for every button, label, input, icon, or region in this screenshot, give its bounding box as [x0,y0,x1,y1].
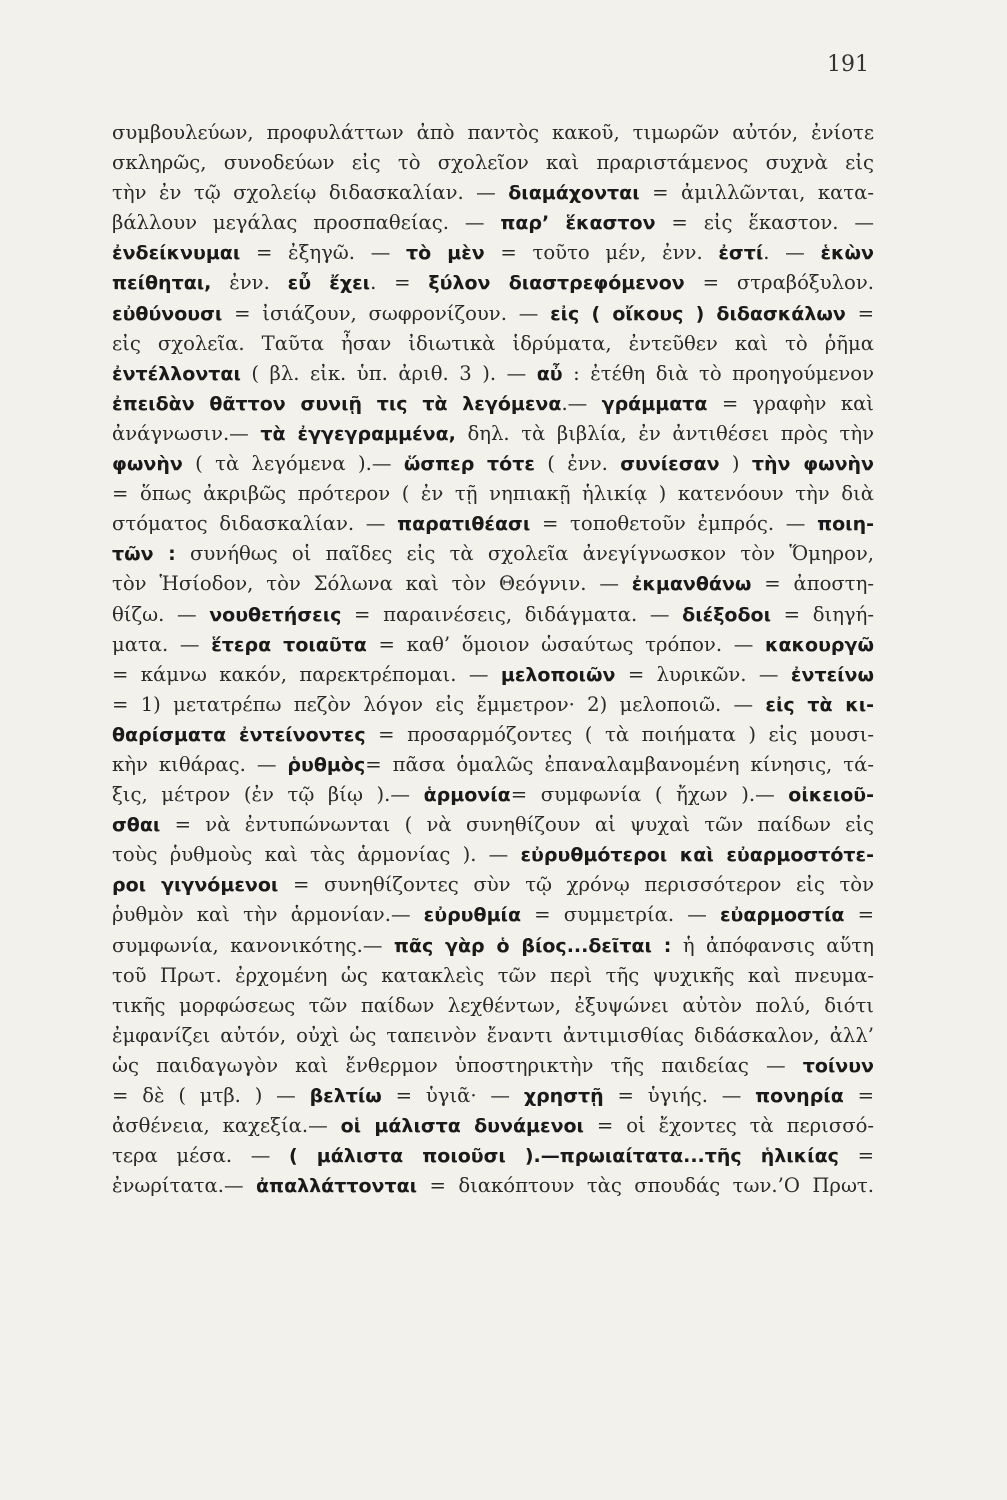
lemma-term: τοίνυν [802,1054,874,1077]
text-line [112,178,874,208]
text-line [112,148,874,178]
gloss-text: = συνηθίζοντες σὺν τῷ χρόνῳ περισσότερον εἰς τὸν [278,873,874,897]
lemma-term: χρηστῇ [523,1085,604,1107]
gloss-text: ( ἐνν. [534,452,621,476]
text-line [112,539,874,569]
lemma-term: πονηρία [755,1085,844,1107]
lemma-term: διαμάχονται [508,182,640,205]
text-line [112,991,874,1021]
gloss-text: θίζω. — [112,602,210,626]
lemma-term: παρ’ ἕκαστον [500,212,656,235]
lemma-term: γράμματα [601,392,708,415]
commentary-text [112,118,874,1201]
text-line [112,1021,874,1051]
lemma-term: εὖ ἔχει [287,272,371,295]
gloss-text: = ἐξηγῶ. — [240,241,406,265]
lemma-term: ἁρμονία [423,784,511,807]
gloss-text: ἡ ἀπόφανσις αὕτη [671,933,874,957]
gloss-text: = τοῦτο μέν, ἐνν. [484,241,719,265]
gloss-text: : ἐτέθη διὰ τὸ προηγούμενον [562,361,874,385]
lemma-term: εὐθύνουσι [112,302,223,325]
lemma-term: πᾶς γὰρ ὁ βίος...δεῖται : [393,934,672,957]
gloss-text: = 1) μετατρέπω πεζὸν λόγον εἰς ἔμμετρον· 2) μελοποιῶ. — [112,692,766,716]
gloss-text: = [838,1144,874,1168]
text-line [112,931,874,961]
lemma-term: τὸ μὲν [405,242,485,265]
lemma-term: ποιη- [817,513,874,536]
gloss-text: τερα μέσα. — [112,1144,290,1168]
gloss-text: = [843,1084,874,1107]
lemma-term: ἑκὼν [820,242,874,265]
gloss-text: .— [561,391,602,415]
gloss-text: ἀνάγνωσιν.— [112,421,261,445]
text-line [112,720,874,750]
lemma-term: οἱ μάλιστα δυνάμενοι [340,1115,584,1138]
text-line [112,449,874,479]
gloss-text: = στραβόξυλον. [684,271,874,295]
gloss-text: = λυρικῶν. — [615,662,791,686]
lemma-term: ὥσπερ τότε [403,453,535,476]
gloss-text: ἀσθένεια, καχεξία.— [112,1114,341,1138]
text-line [112,419,874,449]
gloss-text: = κάμνω κακόν, παρεκτρέπομαι. — [112,662,501,686]
gloss-text: = ἀμιλλῶνται, κατα- [639,181,874,205]
lemma-term: τὰ ἐγγεγραμμένα, [260,422,456,445]
text-line [112,1081,874,1111]
gloss-text: τοῦ Πρωτ. ἐρχομένη ὡς κατακλεὶς τῶν περὶ τῆς ψυχικῆς καὶ πνευμα- [112,963,874,987]
gloss-text: τὴν ἐν τῷ σχολείῳ διδασκαλίαν. — [112,181,509,205]
lemma-term: ῥυθμὸς [287,753,366,776]
lemma-term: φωνὴν [112,453,183,476]
lemma-term: ροι γιγνόμενοι [112,874,279,897]
text-line [112,690,874,720]
gloss-text: ( τὰ λεγόμενα ).— [182,452,404,476]
text-line [112,870,874,900]
text-line [112,329,874,359]
text-line [112,118,874,148]
gloss-text: σκληρῶς, συνοδεύων εἰς τὸ σχολεῖον καὶ πραριστάμενος συχνὰ εἰς [112,151,874,175]
gloss-text: = διηγή- [770,602,874,626]
lemma-term: εὐρυθμότεροι καὶ εὐαρμοστότε- [520,844,874,867]
lemma-term: ἕτερα τοιαῦτα [211,633,367,656]
gloss-text: = νὰ ἐντυπώνωνται ( νὰ συνηθίζουν αἱ ψυχαὶ τῶν παίδων εἰς [160,813,874,837]
gloss-text: συμφωνία, κανονικότης.— [112,933,394,957]
gloss-text: εἰς σχολεῖα. Ταῦτα ἦσαν ἰδιωτικὰ ἱδρύματα, ἐντεῦθεν καὶ τὸ ῥῆμα [112,331,874,355]
lemma-term: παρατιθέασι [397,513,531,536]
lemma-term: θαρίσματα ἐντείνοντες [112,723,366,746]
gloss-text: δηλ. τὰ βιβλία, ἐν ἀντιθέσει πρὸς τὴν [455,421,874,445]
gloss-text: ( βλ. εἰκ. ὑπ. ἀριθ. 3 ). — [240,361,537,385]
lemma-term: σθαι [112,814,161,837]
text-line [112,1141,874,1171]
text-line [112,359,874,389]
text-line [112,600,874,630]
lemma-term: τὴν φωνὴν [751,453,874,476]
lemma-term: εὐρυθμία [423,904,522,927]
gloss-text: βάλλουν μεγάλας προσπαθείας. — [112,211,501,235]
gloss-text: = προσαρμόζοντες ( τὰ ποιήματα ) εἰς μουσι- [365,722,874,746]
lemma-term: ἐκμανθάνω [631,573,752,596]
lemma-term: ἐντέλλονται [112,362,241,385]
lemma-term: τῶν : [112,543,176,566]
lemma-term: εἰς τὰ κι- [765,693,874,716]
lemma-term: κακουργῶ [765,633,874,656]
text-line [112,810,874,840]
text-line [112,238,874,268]
gloss-text: τοὺς ῥυθμοὺς καὶ τὰς ἁρμονίας ). — [112,843,521,867]
gloss-text: στόματος διδασκαλίαν. — [112,512,398,536]
gloss-text: = ἀποστη- [751,572,874,596]
text-line [112,900,874,930]
gloss-text: = συμφωνία ( ἤχων ).— [510,783,789,807]
gloss-text: = ὑγιᾶ· — [381,1084,524,1107]
text-line [112,840,874,870]
gloss-text: ματα. — [112,632,212,656]
lemma-term: ἐστί [718,242,764,265]
gloss-text: τικῆς μορφώσεως τῶν παίδων λεχθέντων, ἐξυψώνει αὐτὸν πολύ, διότι [112,993,874,1017]
gloss-text: ) [719,452,752,476]
gloss-text: . = [370,271,429,295]
gloss-text: συμβουλεύων, προφυλάττων ἀπὸ παντὸς κακοῦ, τιμωρῶν αὐτόν, ἐνίοτε [112,121,874,144]
gloss-text: = οἱ ἔχοντες τὰ περισσό- [583,1114,874,1138]
gloss-text: = τοποθετοῦν ἐμπρός. — [530,512,818,536]
lemma-term: ἐνδείκνυμαι [112,242,241,265]
text-line [112,299,874,329]
lemma-term: ἀπαλλάττονται [256,1175,418,1198]
gloss-text: = [845,301,874,325]
text-line [112,1111,874,1141]
lemma-term: ἐπειδὰν θᾶττον συνιῇ τις τὰ λεγόμενα [112,392,562,415]
lemma-term: διέξοδοι [682,603,771,626]
lemma-term: νουθετήσεις [209,603,342,626]
text-line [112,569,874,599]
gloss-text: συνήθως οἱ παῖδες εἰς τὰ σχολεῖα ἀνεγίγνωσκον τὸν Ὅμηρον, [175,542,874,566]
lemma-term: εὐαρμοστία [719,904,845,927]
lemma-term: ( μάλιστα ποιοῦσι ).—πρωιαίτατα...τῆς ἡλικίας [289,1145,839,1168]
lemma-term: ἐντείνω [790,663,874,686]
text-line [112,750,874,780]
text-line [112,268,874,298]
gloss-text: = διακόπτουν τὰς σπουδάς των.’Ο Πρωτ. [417,1174,874,1198]
gloss-text: ἐνν. [211,271,288,295]
gloss-text: . — [763,241,821,265]
lemma-term: μελοποιῶν [500,663,616,686]
text-line [112,630,874,660]
lemma-term: βελτίω [309,1085,382,1107]
text-line [112,1171,874,1201]
gloss-text: τὸν Ἡσίοδον, τὸν Σόλωνα καὶ τὸν Θεόγνιν. — [112,572,632,596]
gloss-text: = συμμετρία. — [521,903,720,927]
text-line [112,961,874,991]
lemma-term: ξύλον διαστρεφόμενον [428,272,685,295]
text-line [112,1051,874,1081]
gloss-text: ἐνωρίτατα.— [112,1174,256,1198]
gloss-text: ξις, μέτρον (ἐν τῷ βίῳ ).— [112,783,424,807]
lemma-term: πείθηται, [112,272,212,295]
gloss-text: = γραφὴν καὶ [707,391,874,415]
text-line [112,389,874,419]
text-line [112,479,874,509]
text-line [112,509,874,539]
gloss-text: ῥυθμὸν καὶ τὴν ἁρμονίαν.— [112,903,424,927]
lemma-term: οἰκειοῦ- [788,784,874,807]
gloss-text: = [844,903,874,927]
gloss-text: = παραινέσεις, διδάγματα. — [341,602,683,626]
gloss-text: = καθ’ ὅμοιον ὡσαύτως τρόπον. — [366,632,765,656]
gloss-text: = ἰσιάζουν, σωφρονίζουν. — [222,301,551,325]
gloss-text: = ὑγιής. — [603,1084,756,1107]
lemma-term: εἰς ( οἴκους ) διδασκάλων [550,302,846,325]
gloss-text: ὡς παιδαγωγὸν καὶ ἔνθερμον ὑποστηρικτὴν τῆς παιδείας — [112,1053,803,1077]
lemma-term: αὖ [536,362,563,385]
gloss-text: = δὲ ( μτβ. ) — [112,1084,310,1107]
gloss-text: = εἰς ἕκαστον. — [655,211,874,235]
gloss-text: κὴν κιθάρας. — [112,752,288,776]
text-line [112,780,874,810]
gloss-text: = ὅπως ἀκριβῶς πρότερον ( ἐν τῇ νηπιακῇ ἡλικίᾳ ) κατενόουν τὴν διὰ [112,482,874,506]
page-number: 191 [827,52,869,77]
gloss-text: ἐμφανίζει αὐτόν, οὐχὶ ὡς ταπεινὸν ἔναντι ἀντιμισθίας διδάσκαλον, ἀλλ’ [112,1023,874,1047]
lemma-term: συνίεσαν [620,453,720,476]
text-line [112,660,874,690]
gloss-text: = πᾶσα ὁμαλῶς ἐπαναλαμβανομένη κίνησις, τά- [365,752,874,776]
text-line [112,208,874,238]
